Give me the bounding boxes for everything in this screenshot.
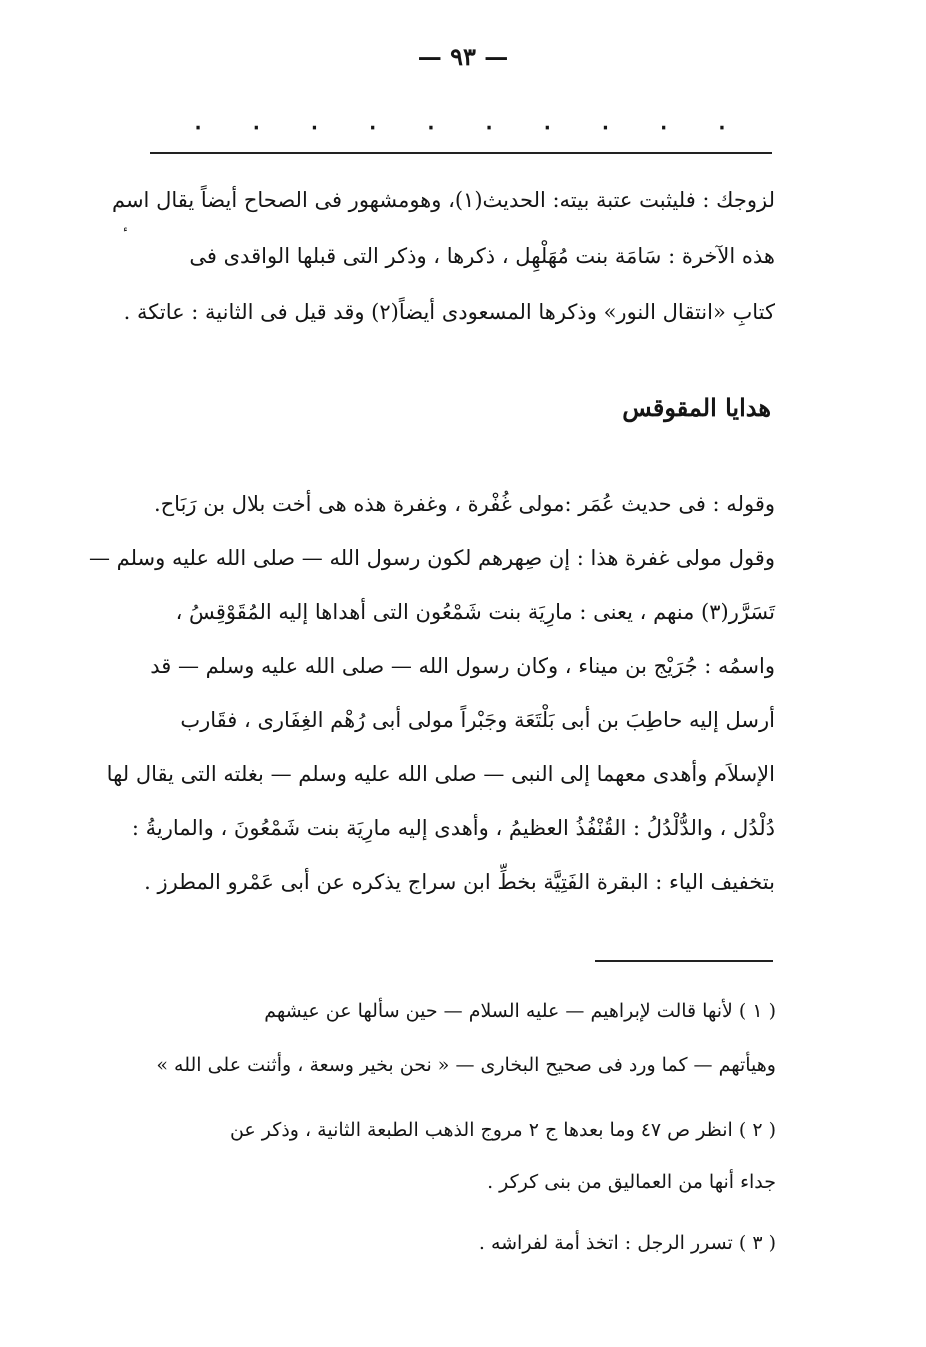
- footnote-rule: [595, 960, 773, 962]
- separator-dots: [190, 109, 730, 144]
- text-line: كتابِ «انتقال النور» وذكرها المسعودى أيضاً(٢) وقد قيل فى الثانية : عاتكة .: [123, 300, 775, 324]
- text-line: هذه الآخرة : سَامَة بنت مُهَلْهِل ، ذكرها ، وذكر التى قبلها الواقدى فى: [189, 244, 775, 268]
- separator-dot: ٠: [364, 109, 381, 144]
- text-line: بتخفيف الياء : البقرة الفَتِيَّة بخطِّ ابن سراج يذكره عن أبى عَمْرو المطرز .: [144, 870, 775, 894]
- body-paragraph: [88, 477, 775, 909]
- separator-dot: ٠: [190, 109, 207, 144]
- header-rule: [150, 152, 772, 154]
- separator-dot: ٠: [306, 109, 323, 144]
- separator-dot: ٠: [248, 109, 265, 144]
- text-line: وقوله : فى حديث عُمَر :مولى غُفْرة ، وغفرة هذه هى أخت بلال بن رَبَاح.: [153, 492, 775, 516]
- separator-dot: ٠: [422, 109, 439, 144]
- text-line: واسمُه : جُرَيْج بن ميناء ، وكان رسول الله — صلى الله عليه وسلم — قد: [150, 654, 775, 678]
- separator-dot: ٠: [481, 109, 498, 144]
- footnote-2-line: جداء أنها من العماليق من بنى كركر .: [487, 1171, 776, 1193]
- separator-dot: ٠: [539, 109, 556, 144]
- separator-dot: ٠: [655, 109, 672, 144]
- footnote-1-line: ( ١ ) لأنها قالت لإبراهيم — عليه السلام — حين سألها عن عيشهم: [264, 1000, 776, 1022]
- text-line: أرسل إليه حاطِبَ بن أبى بَلْتَعَة وجَبْراً مولى أبى رُهْم الغِفَارى ، فقَارب: [180, 708, 775, 732]
- footnote-3-line: ( ٣ ) تسرر الرجل : اتخذ أمة لفراشه .: [478, 1232, 776, 1254]
- text-line: دُلْدُل ، والدُّلْدُلُ : القُنْفُذُ العظيمُ ، وأهدى إليه مارِيَة بنت شَمْعُونَ ، والماريةُ :: [131, 816, 775, 840]
- footnote-2-line: ( ٢ ) انظر ص ٤٧ وما بعدها ج ٢ مروج الذهب الطبعة الثانية ، وذكر عن: [229, 1119, 776, 1141]
- text-line: تَسَرَّر(٣) منهم ، يعنى : مارِيَة بنت شَمْعُون التى أهداها إليه المُقَوْقِسُ ،: [175, 600, 775, 624]
- page-number: — ٩٣ —: [417, 42, 509, 71]
- intro-paragraph: [111, 172, 775, 340]
- separator-dot: ٠: [597, 109, 614, 144]
- separator-dot: ٠: [713, 109, 730, 144]
- text-line: لزوجك : فليثبت عتبة بيته: الحديث(١)، وهومشهور فى الصحاح أيضاً يقال اسم: [111, 188, 775, 212]
- text-line: الإسلاَم وأهدى معهما إلى النبى — صلى الله عليه وسلم — بغلته التى يقال لها: [106, 762, 775, 786]
- text-line: وقول مولى غفرة هذا : إن صِهرهم لكون رسول الله — صلى الله عليه وسلم —: [88, 546, 775, 570]
- footnote-1-line: وهيأتهم — كما ورد فى صحيح البخارى — « نحن بخير وسعة ، وأثنت على الله »: [156, 1054, 776, 1076]
- section-heading: هدايا المقوقس: [622, 393, 771, 422]
